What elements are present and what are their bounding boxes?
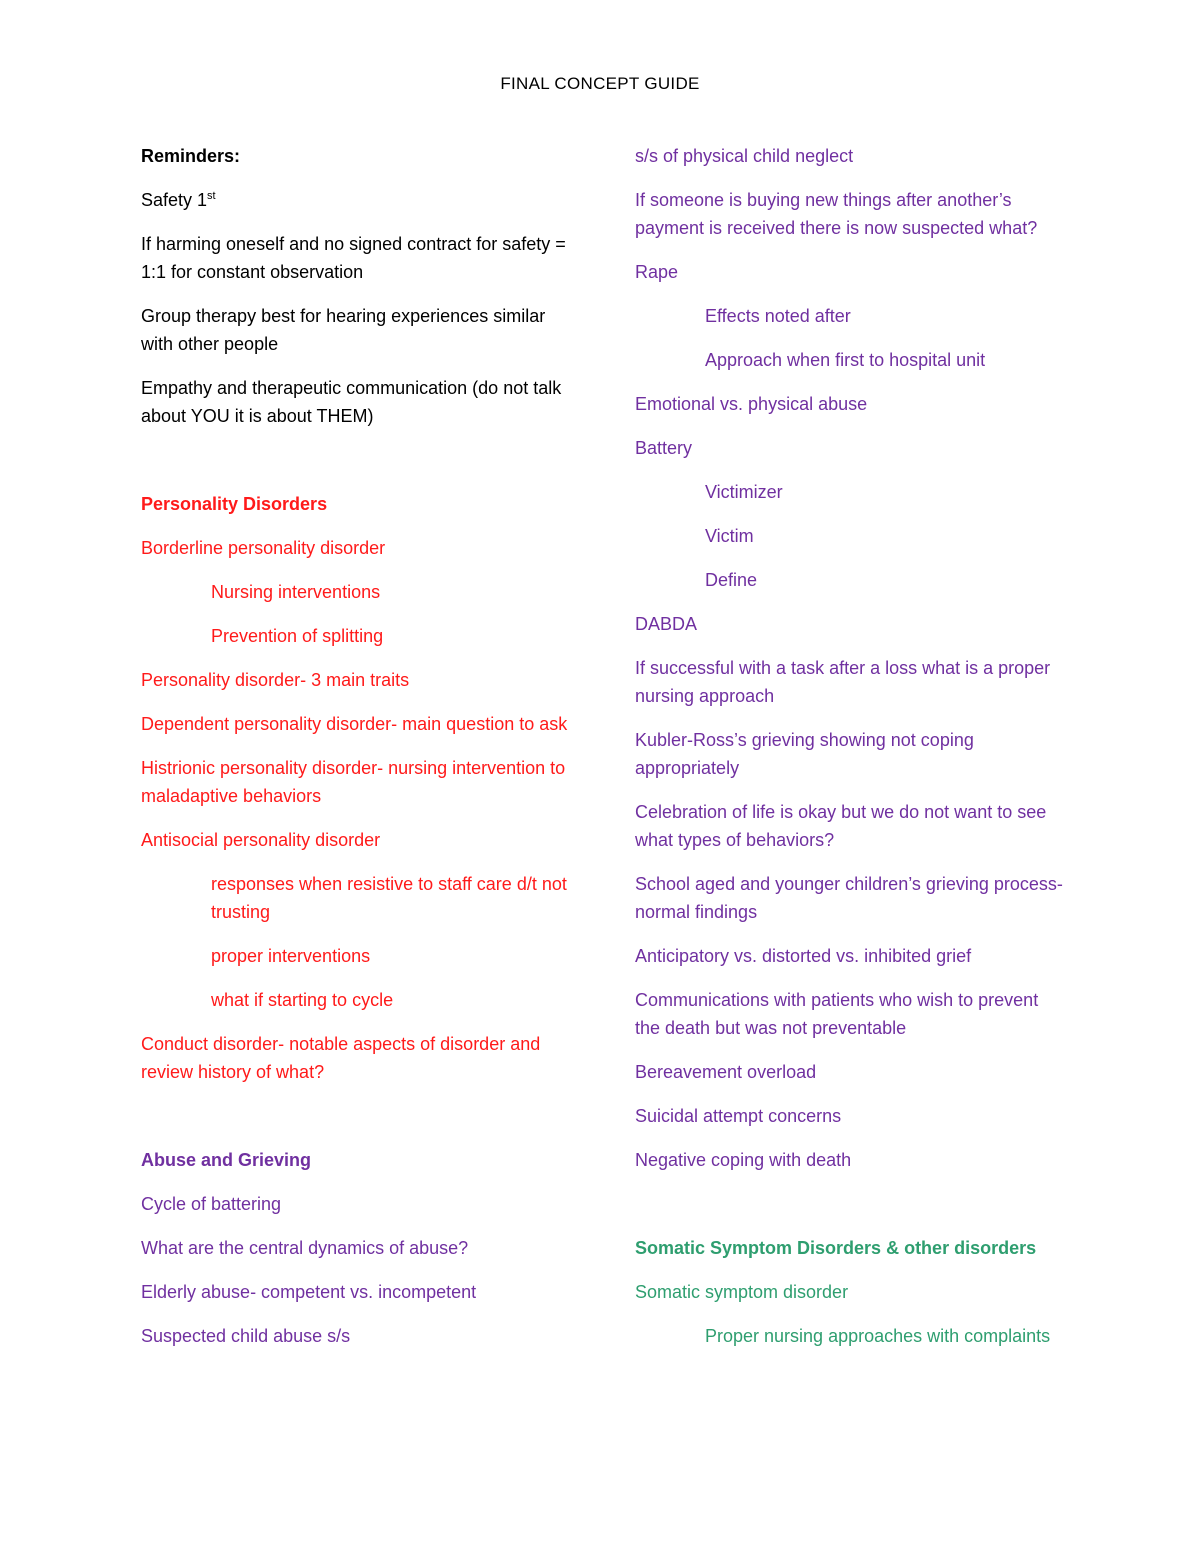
topic-item: Personality disorder- 3 main traits [141, 670, 410, 690]
topic-item: Suspected child abuse s/s [141, 1326, 351, 1346]
topic-item: Celebration of life is okay but we do not want to see what types of behaviors? [635, 802, 1047, 850]
somatic-section [635, 1234, 1065, 1350]
reminder-item: If harming oneself and no signed contract for safety = 1:1 for constant observation [141, 234, 566, 282]
personality-heading: Personality Disorders [141, 494, 328, 514]
topic-item: DABDA [635, 614, 698, 634]
subtopic-item: Effects noted after [705, 306, 851, 326]
topic-item: Elderly abuse- competent vs. incompetent [141, 1282, 477, 1302]
topic-item: If successful with a task after a loss what is a proper nursing approach [635, 658, 1051, 706]
subtopic-item: responses when resistive to staff care d/t not trusting [211, 874, 567, 922]
topic-item: School aged and younger children’s grieving process- normal findings [635, 874, 1063, 922]
reminder-item: Empathy and therapeutic communication (do not talk about YOU it is about THEM) [141, 378, 562, 426]
right-column [635, 142, 1065, 1366]
topic-item: Dependent personality disorder- main question to ask [141, 714, 568, 734]
subtopic-item: Proper nursing approaches with complaints [705, 1326, 1051, 1346]
subtopic-item: Victimizer [705, 482, 783, 502]
topic-item: Antisocial personality disorder [141, 830, 381, 850]
somatic-heading: Somatic Symptom Disorders & other disorders [635, 1238, 1037, 1258]
topic-item: Histrionic personality disorder- nursing intervention to maladaptive behaviors [141, 758, 566, 806]
left-column [141, 142, 571, 1366]
topic-item: Kubler-Ross’s grieving showing not coping appropriately [635, 730, 974, 778]
topic-item: Battery [635, 438, 693, 458]
subtopic-item: what if starting to cycle [211, 990, 394, 1010]
abuse-heading: Abuse and Grieving [141, 1150, 312, 1170]
subtopic-item: proper interventions [211, 946, 371, 966]
subtopic-item: Prevention of splitting [211, 626, 384, 646]
topic-item: Anticipatory vs. distorted vs. inhibited grief [635, 946, 972, 966]
topic-item: Emotional vs. physical abuse [635, 394, 868, 414]
topic-item: Borderline personality disorder [141, 538, 386, 558]
personality-section [141, 490, 571, 1086]
reminders-heading: Reminders: [141, 146, 241, 166]
reminder-item: Group therapy best for hearing experiences similar with other people [141, 306, 546, 354]
subtopic-item: Victim [705, 526, 754, 546]
abuse-continued-section [635, 142, 1065, 1174]
subtopic-item: Nursing interventions [211, 582, 381, 602]
topic-item: s/s of physical child neglect [635, 146, 854, 166]
reminder-safety-superscript: st [207, 190, 216, 202]
topic-item: Conduct disorder- notable aspects of disorder and review history of what? [141, 1034, 541, 1082]
abuse-section [141, 1146, 571, 1350]
topic-item: Somatic symptom disorder [635, 1282, 849, 1302]
topic-item: Bereavement overload [635, 1062, 817, 1082]
topic-item: Suicidal attempt concerns [635, 1106, 842, 1126]
subtopic-item: Define [705, 570, 758, 590]
subtopic-item: Approach when first to hospital unit [705, 350, 986, 370]
topic-item: What are the central dynamics of abuse? [141, 1238, 469, 1258]
topic-item: Rape [635, 262, 679, 282]
reminder-safety-first [141, 186, 571, 214]
topic-item: If someone is buying new things after another’s payment is received there is now suspected what? [635, 190, 1038, 238]
reminder-safety-text: Safety 1 [141, 190, 208, 210]
topic-item: Negative coping with death [635, 1150, 852, 1170]
topic-item: Communications with patients who wish to prevent the death but was not preventable [635, 990, 1039, 1038]
document-title: FINAL CONCEPT GUIDE [500, 74, 700, 93]
topic-item: Cycle of battering [141, 1194, 282, 1214]
